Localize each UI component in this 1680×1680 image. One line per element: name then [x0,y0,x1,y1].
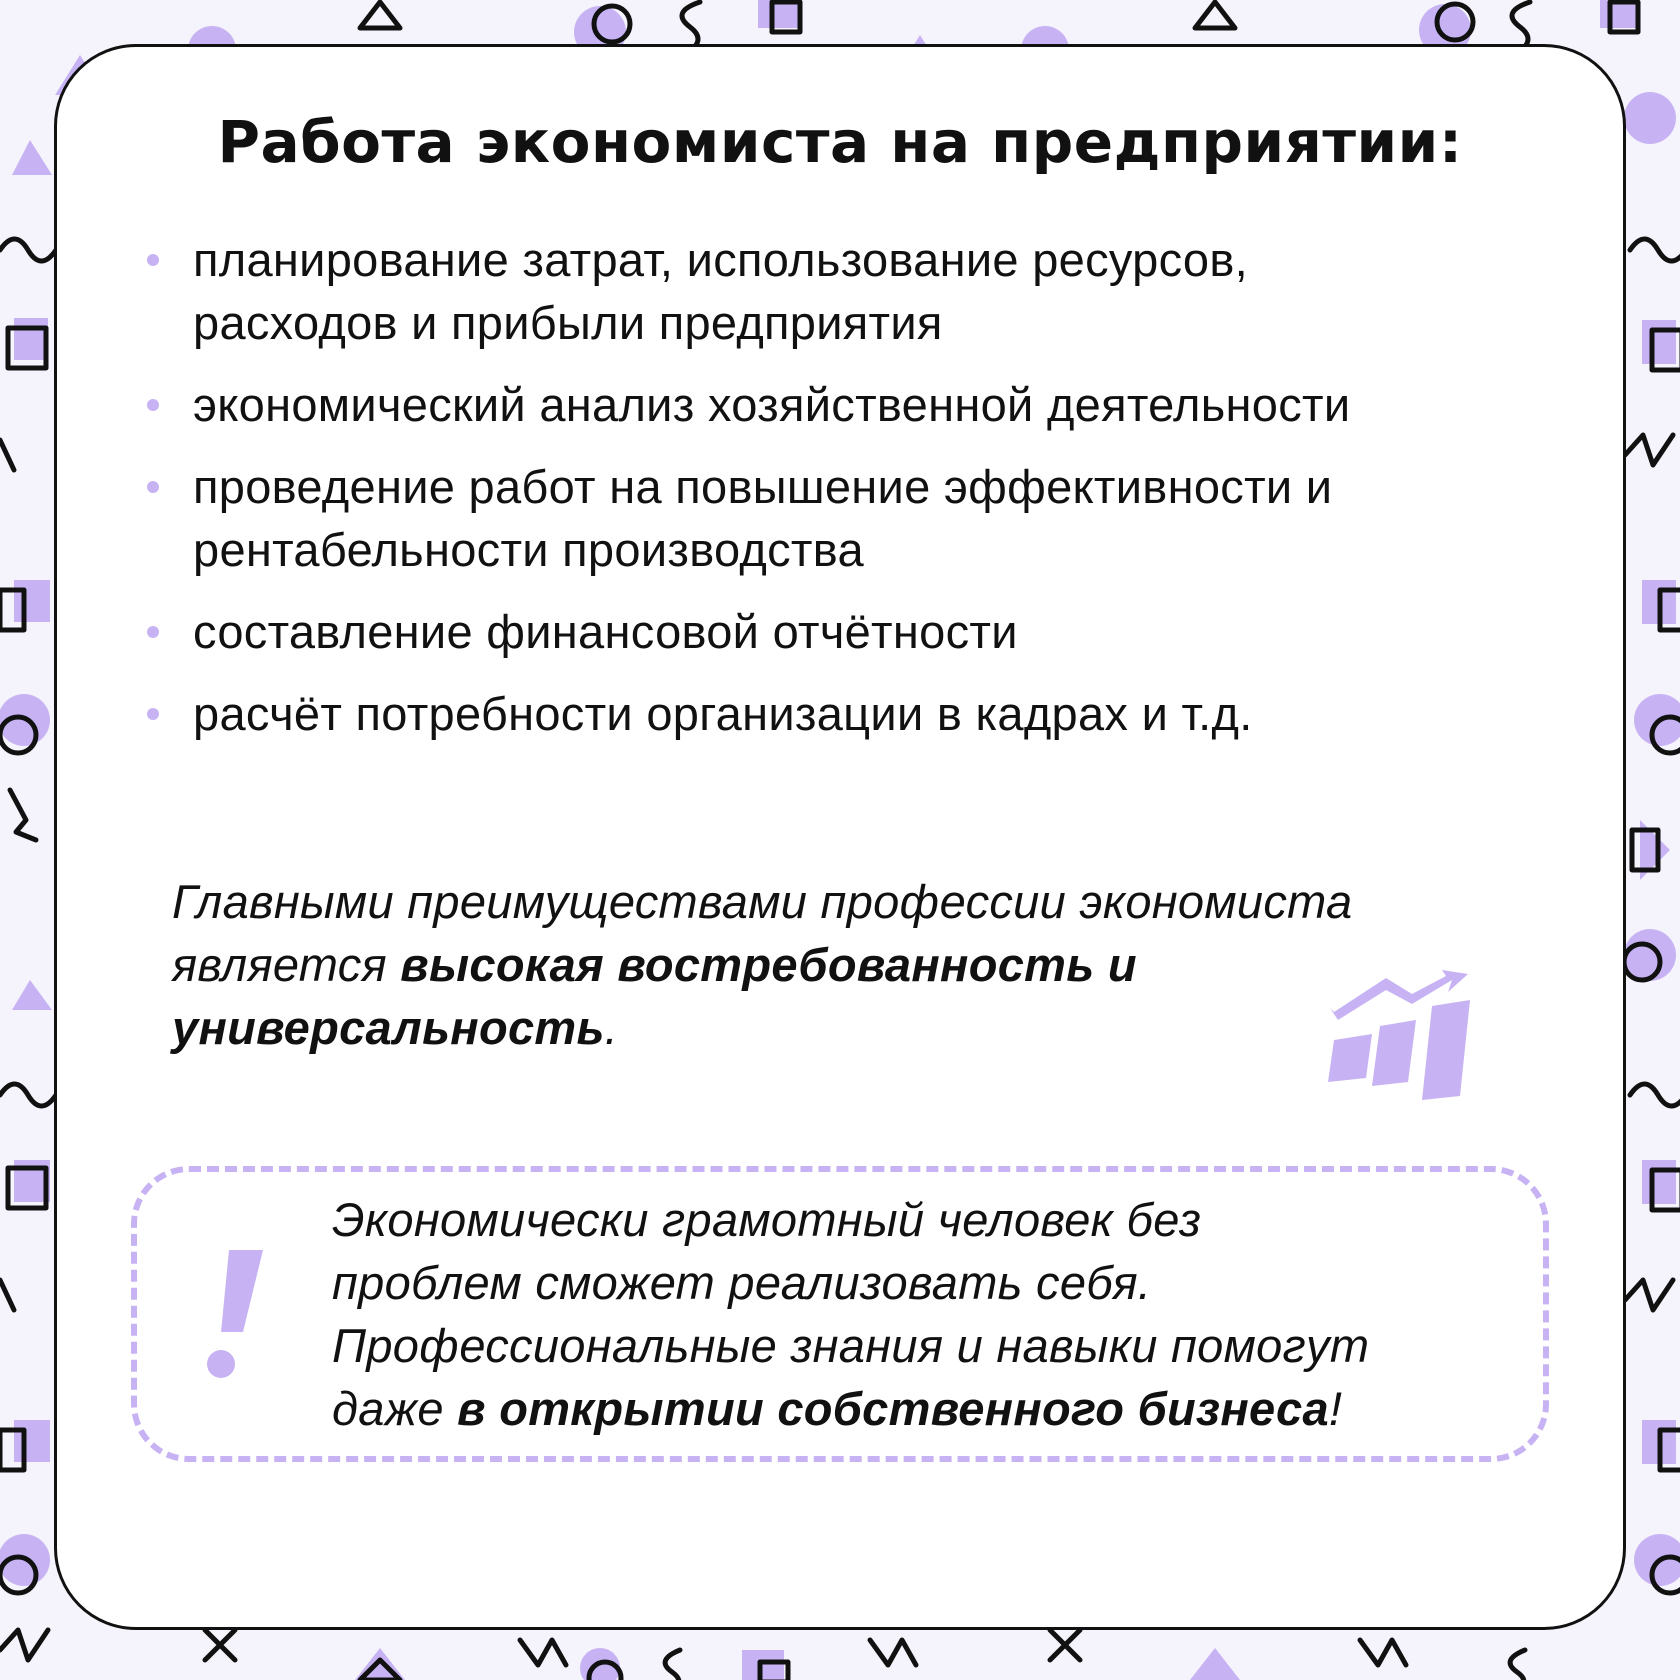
growth-bar-chart-icon [1328,968,1478,1106]
bullet-dot [147,481,159,493]
bullet-dot [147,254,159,266]
list-item: планирование затрат, использование ресурсов, расходов и прибыли предприятия [145,228,1565,354]
exclamation-icon [203,1250,273,1380]
bullet-dot [147,399,159,411]
advantage-bold: универсальность [172,1001,605,1054]
note-text: Экономически грамотный человек без проблем сможет реализовать себя. Профессиональные знания и навыки помогут даже в открытии собственного бизнеса! [332,1193,1370,1435]
page-title: Работа экономиста на предприятии: [217,108,1463,176]
note-bold: в открытии собственного бизнеса [457,1382,1329,1435]
bullet-dot [147,708,159,720]
list-item: проведение работ на повышение эффективности и рентабельности производства [145,455,1565,581]
advantage-paragraph: Главными преимуществами профессии экономиста является высокая востребованность и универсальность. [172,875,1353,1054]
advantage-bold: высокая востребованность и [400,938,1137,991]
list-item: расчёт потребности организации в кадрах и т.д. [145,682,1565,745]
list-item: составление финансовой отчётности [145,600,1565,663]
list-item: экономический анализ хозяйственной деятельности [145,373,1565,436]
duties-list [145,228,1565,764]
bullet-dot [147,626,159,638]
